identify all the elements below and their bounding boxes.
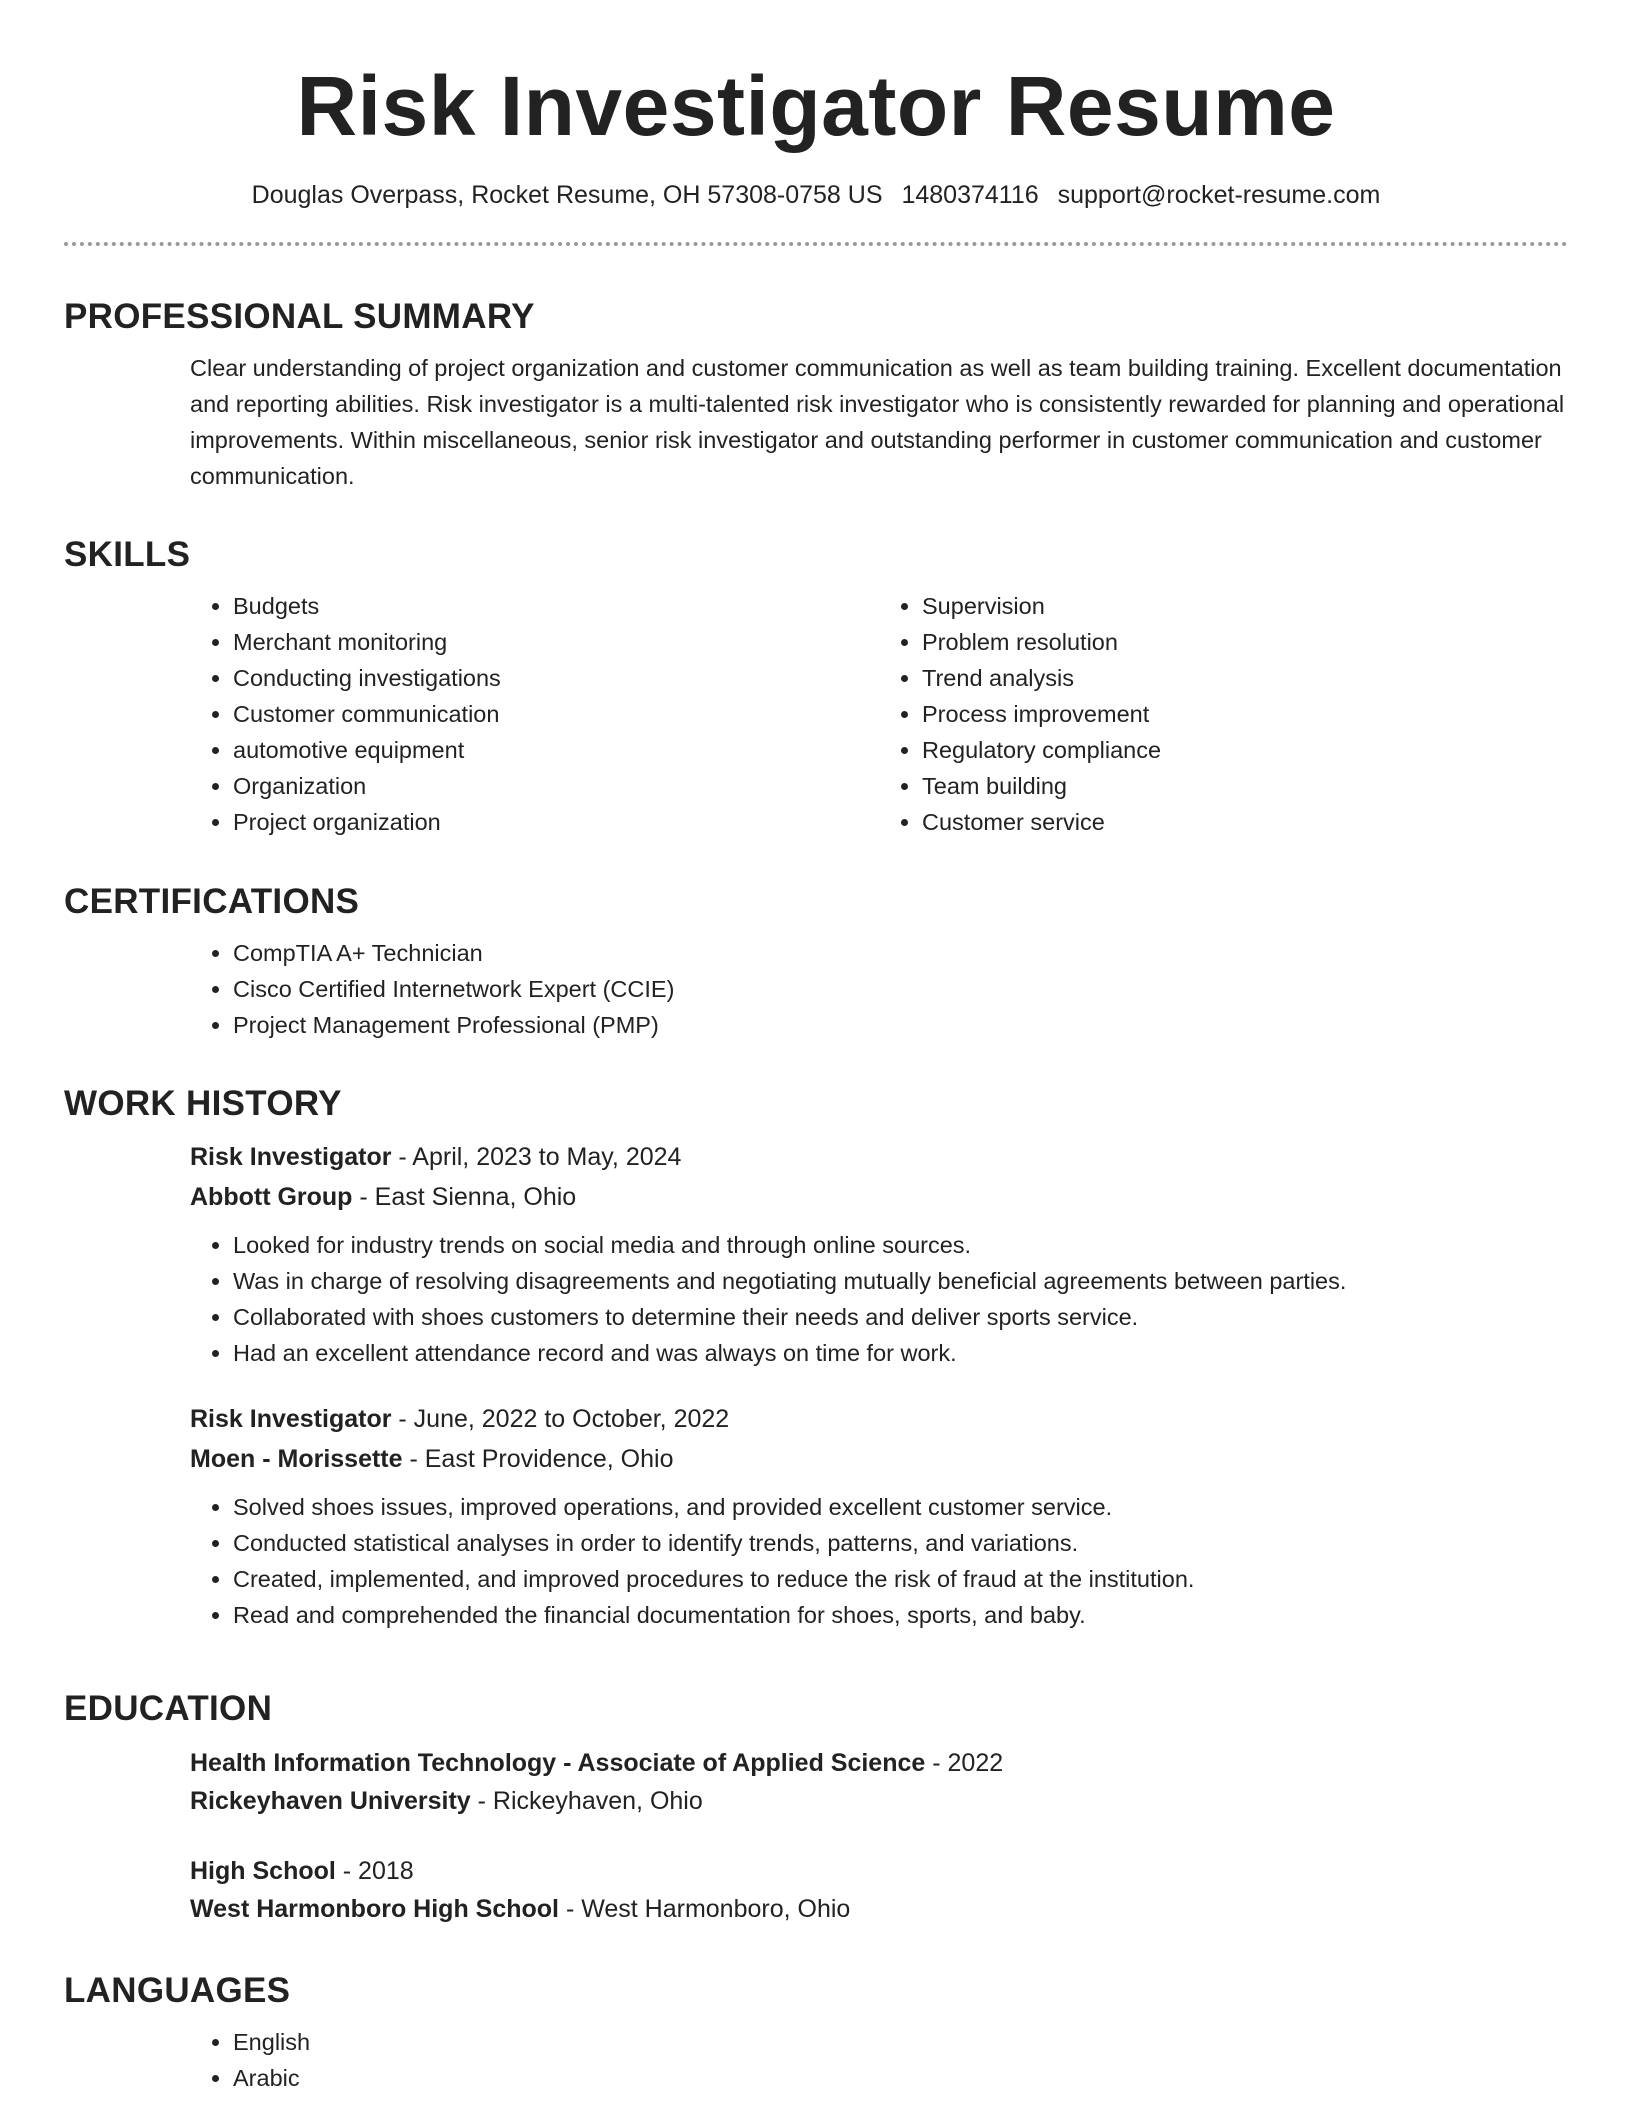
certifications-body [190, 935, 1568, 1043]
skill-item: • Supervision [922, 588, 1568, 624]
job-company: Moen - Morissette [190, 1445, 403, 1473]
education-year: - 2018 [335, 1857, 414, 1885]
header-divider [64, 242, 1568, 246]
resume-title: Risk Investigator Resume [296, 59, 1336, 153]
education-school-line [190, 1890, 1568, 1928]
job-company: Abbott Group [190, 1183, 353, 1211]
certification-item: • Cisco Certified Internetwork Expert (CCIE) [233, 971, 1568, 1007]
certification-item: • Project Management Professional (PMP) [233, 1007, 1568, 1043]
education-school: Rickeyhaven University [190, 1787, 471, 1815]
languages-body [190, 2024, 1568, 2096]
education-heading: EDUCATION [64, 1689, 273, 1728]
education-school: West Harmonboro High School [190, 1895, 559, 1923]
education-entry [190, 1744, 1568, 1820]
job-bullet: • Was in charge of resolving disagreements and negotiating mutually beneficial agreements between parties. [233, 1263, 1568, 1299]
skills-columns [190, 588, 1568, 840]
skill-item: • Customer communication [233, 696, 879, 732]
education-degree-line [190, 1744, 1568, 1782]
skill-item: • Trend analysis [922, 660, 1568, 696]
education-year: - 2022 [925, 1749, 1004, 1777]
job-bullet: • Solved shoes issues, improved operations, and provided excellent customer service. [233, 1489, 1568, 1525]
certifications-list [190, 935, 1568, 1043]
job-entry [190, 1399, 1568, 1633]
job-bullet: • Collaborated with shoes customers to determine their needs and deliver sports service. [233, 1299, 1568, 1335]
job-title: Risk Investigator [190, 1405, 392, 1433]
contact-line [64, 180, 1568, 210]
skill-item: • Team building [922, 768, 1568, 804]
job-dates: - April, 2023 to May, 2024 [391, 1143, 682, 1171]
job-company-line [190, 1177, 1568, 1217]
skills-heading: SKILLS [64, 535, 191, 574]
skill-item: • automotive equipment [233, 732, 879, 768]
job-company-line [190, 1439, 1568, 1479]
job-location: - East Sienna, Ohio [352, 1183, 577, 1211]
language-item: • Arabic [233, 2060, 1568, 2096]
work-history-heading: WORK HISTORY [64, 1084, 342, 1123]
job-bullet: • Read and comprehended the financial documentation for shoes, sports, and baby. [233, 1597, 1568, 1633]
skill-item: • Conducting investigations [233, 660, 879, 696]
skills-body [190, 588, 1568, 840]
work-history-body [190, 1137, 1568, 1633]
languages-heading: LANGUAGES [64, 1971, 291, 2010]
skill-item: • Project organization [233, 804, 879, 840]
job-dates: - June, 2022 to October, 2022 [391, 1405, 730, 1433]
skill-item: • Problem resolution [922, 624, 1568, 660]
summary-section [64, 296, 1568, 494]
skills-list-right [879, 588, 1568, 840]
resume-page [64, 0, 1568, 2091]
certification-item: • CompTIA A+ Technician [233, 935, 1568, 971]
skill-item: • Customer service [922, 804, 1568, 840]
job-title: Risk Investigator [190, 1143, 392, 1171]
job-bullet: • Created, implemented, and improved procedures to reduce the risk of fraud at the institution. [233, 1561, 1568, 1597]
skill-item: • Process improvement [922, 696, 1568, 732]
contact-address: Douglas Overpass, Rocket Resume, OH 57308-0758 US [251, 181, 883, 209]
skill-item: • Regulatory compliance [922, 732, 1568, 768]
education-school-line [190, 1782, 1568, 1820]
job-bullets [190, 1227, 1568, 1371]
education-degree: Health Information Technology - Associate of Applied Science [190, 1749, 926, 1777]
job-bullet: • Conducted statistical analyses in order to identify trends, patterns, and variations. [233, 1525, 1568, 1561]
education-degree-line [190, 1852, 1568, 1890]
job-location: - East Providence, Ohio [402, 1445, 674, 1473]
education-section [64, 1688, 1568, 1960]
skill-item: • Budgets [233, 588, 879, 624]
languages-section [64, 1970, 1568, 2096]
job-entry [190, 1137, 1568, 1371]
summary-text: Clear understanding of project organization and customer communication as well as team building training. Excellent documentation and reporting abilities. Risk investigator is a multi-talented risk investigator who is consistently rewarded for planning and operational improvements. Within miscellaneous, senior risk investigator and outstanding performer in customer communication and customer communication. [190, 355, 1565, 489]
skill-item: • Organization [233, 768, 879, 804]
language-item: • English [233, 2024, 1568, 2060]
certifications-heading: CERTIFICATIONS [64, 882, 360, 921]
job-bullet: • Had an excellent attendance record and was always on time for work. [233, 1335, 1568, 1371]
job-title-line [190, 1137, 1568, 1177]
education-location: - West Harmonboro, Ohio [559, 1895, 851, 1923]
skills-list-left [190, 588, 879, 840]
skill-item: • Merchant monitoring [233, 624, 879, 660]
education-body [190, 1744, 1568, 1928]
certifications-section [64, 881, 1568, 1043]
education-entry [190, 1852, 1568, 1928]
job-bullet: • Looked for industry trends on social media and through online sources. [233, 1227, 1568, 1263]
summary-heading: PROFESSIONAL SUMMARY [64, 297, 535, 336]
job-bullets [190, 1489, 1568, 1633]
skills-section [64, 534, 1568, 840]
education-location: - Rickeyhaven, Ohio [470, 1787, 703, 1815]
job-title-line [190, 1399, 1568, 1439]
work-history-section [64, 1083, 1568, 1661]
summary-body [190, 350, 1568, 494]
languages-list [190, 2024, 1568, 2096]
contact-email[interactable]: support@rocket-resume.com [1057, 181, 1381, 209]
contact-phone: 1480374116 [901, 181, 1039, 209]
education-degree: High School [190, 1857, 336, 1885]
